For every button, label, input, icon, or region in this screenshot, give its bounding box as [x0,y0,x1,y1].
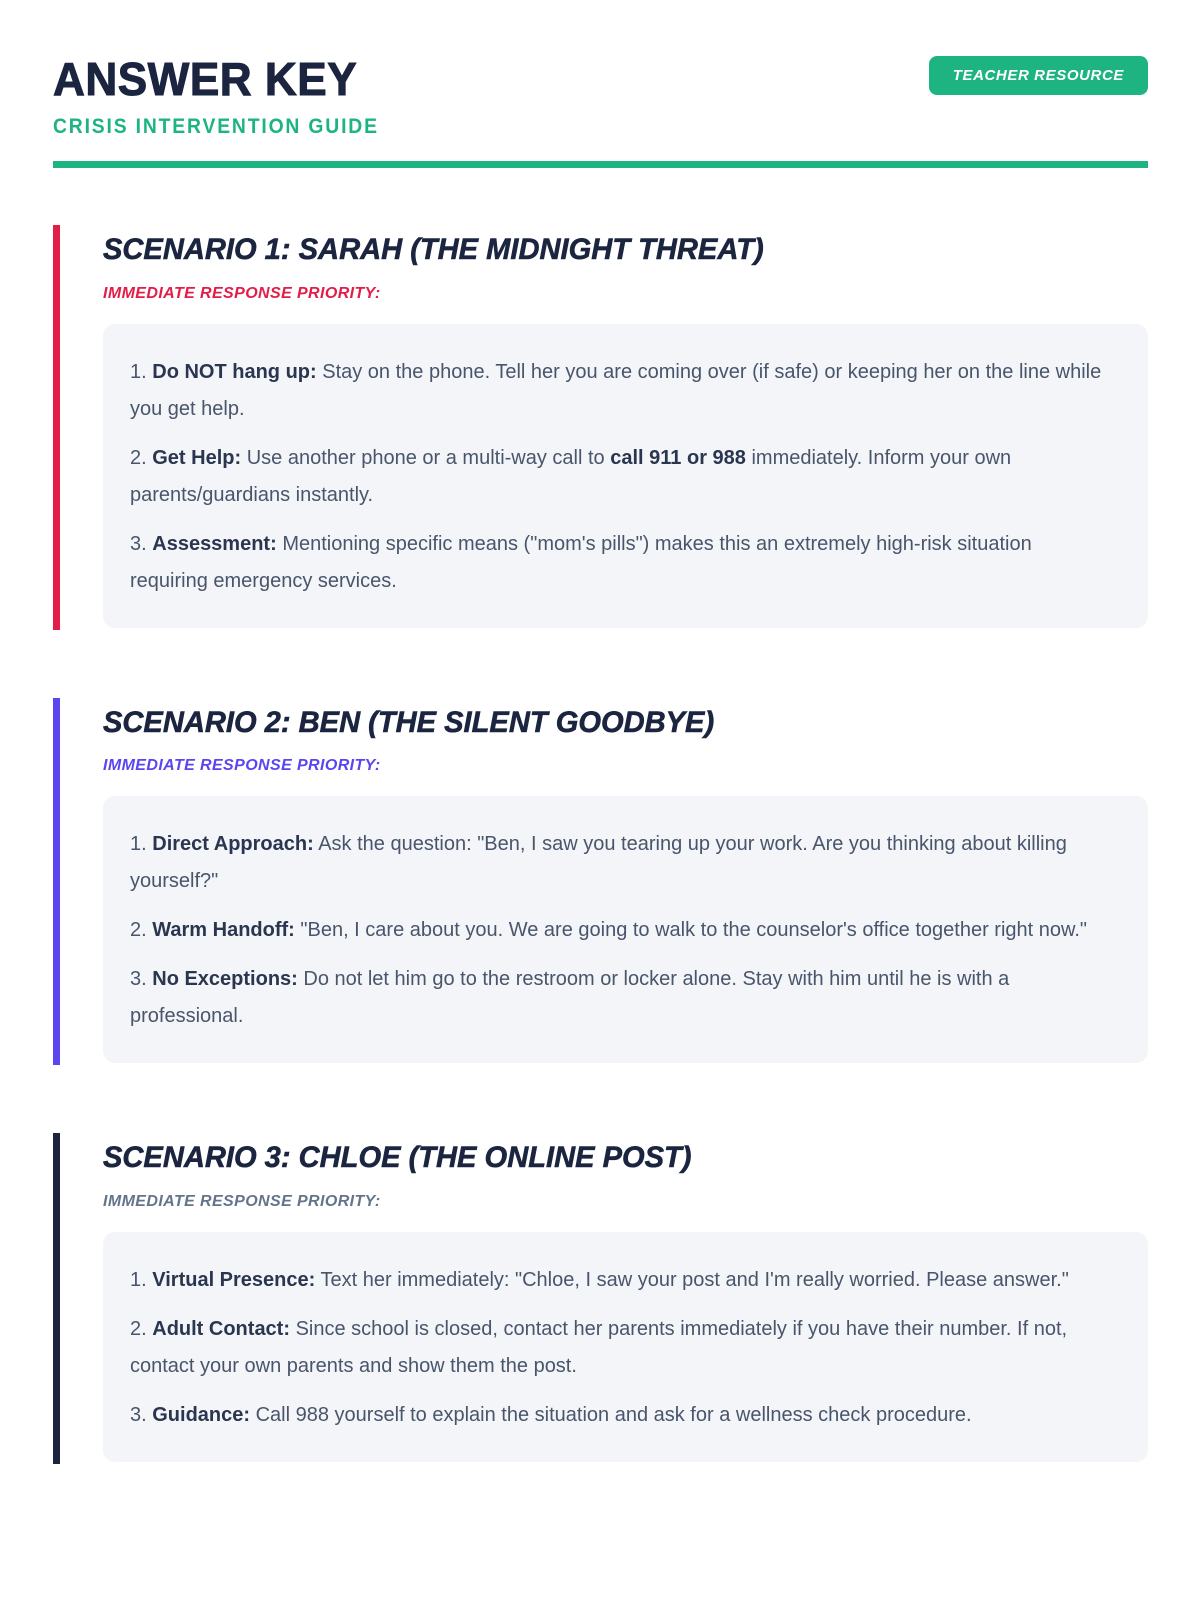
priority-list [130,826,1106,1035]
priority-list [130,354,1106,600]
page-title: ANSWER KEY [53,53,358,105]
scenario-2-title: SCENARIO 2: BEN (THE SILENT GOODBYE) [103,705,715,739]
priority-item: 3. Guidance: Call 988 yourself to explain the situation and ask for a wellness check procedure. [130,1403,972,1426]
scenario-3-title: SCENARIO 3: CHLOE (THE ONLINE POST) [103,1141,692,1174]
priority-item: 1. Do NOT hang up: Stay on the phone. Tell her you are coming over (if safe) or keeping her on the line while you get help. [130,360,1102,420]
page-subtitle: CRISIS INTERVENTION GUIDE [53,115,379,138]
priority-item: 1. Direct Approach: Ask the question: "Ben, I saw you tearing up your work. Are you thinking about killing yourself?" [130,833,1067,892]
scenario-3-answer-box [103,1232,1148,1462]
scenario-3-priority-label: IMMEDIATE RESPONSE PRIORITY: [103,1192,381,1210]
priority-item: 3. No Exceptions: Do not let him go to the restroom or locker alone. Stay with him until he is with a professional. [130,968,1010,1027]
scenario-2-priority-label: IMMEDIATE RESPONSE PRIORITY: [103,757,381,774]
scenario-3-section [53,1133,1148,1464]
scenario-1-priority-label: IMMEDIATE RESPONSE PRIORITY: [103,284,381,302]
scenario-1-answer-box [103,324,1148,628]
teacher-resource-badge: TEACHER RESOURCE [929,56,1148,95]
priority-item: 1. Virtual Presence: Text her immediately: "Chloe, I saw your post and I'm really worried. Please answer." [130,1268,1069,1291]
priority-item: 2. Adult Contact: Since school is closed, contact her parents immediately if you have their number. If not, contact your own parents and show them the post. [130,1317,1068,1377]
header-row [53,53,1148,105]
priority-item: 3. Assessment: Mentioning specific means ("mom's pills") makes this an extremely high-risk situation requiring emergency services. [130,532,1032,592]
scenario-2-section [53,698,1148,1066]
priority-item: 2. Get Help: Use another phone or a multi-way call to call 911 or 988 immediately. Inform your own parents/guardians instantly. [130,446,1012,506]
priority-item: 2. Warm Handoff: "Ben, I care about you. We are going to walk to the counselor's office together right now." [130,919,1088,941]
header-divider [53,161,1148,168]
scenario-1-title: SCENARIO 1: SARAH (THE MIDNIGHT THREAT) [103,233,764,266]
priority-list [130,1262,1106,1434]
scenario-2-answer-box [103,796,1148,1063]
scenario-1-section [53,225,1148,630]
header [53,53,1148,168]
